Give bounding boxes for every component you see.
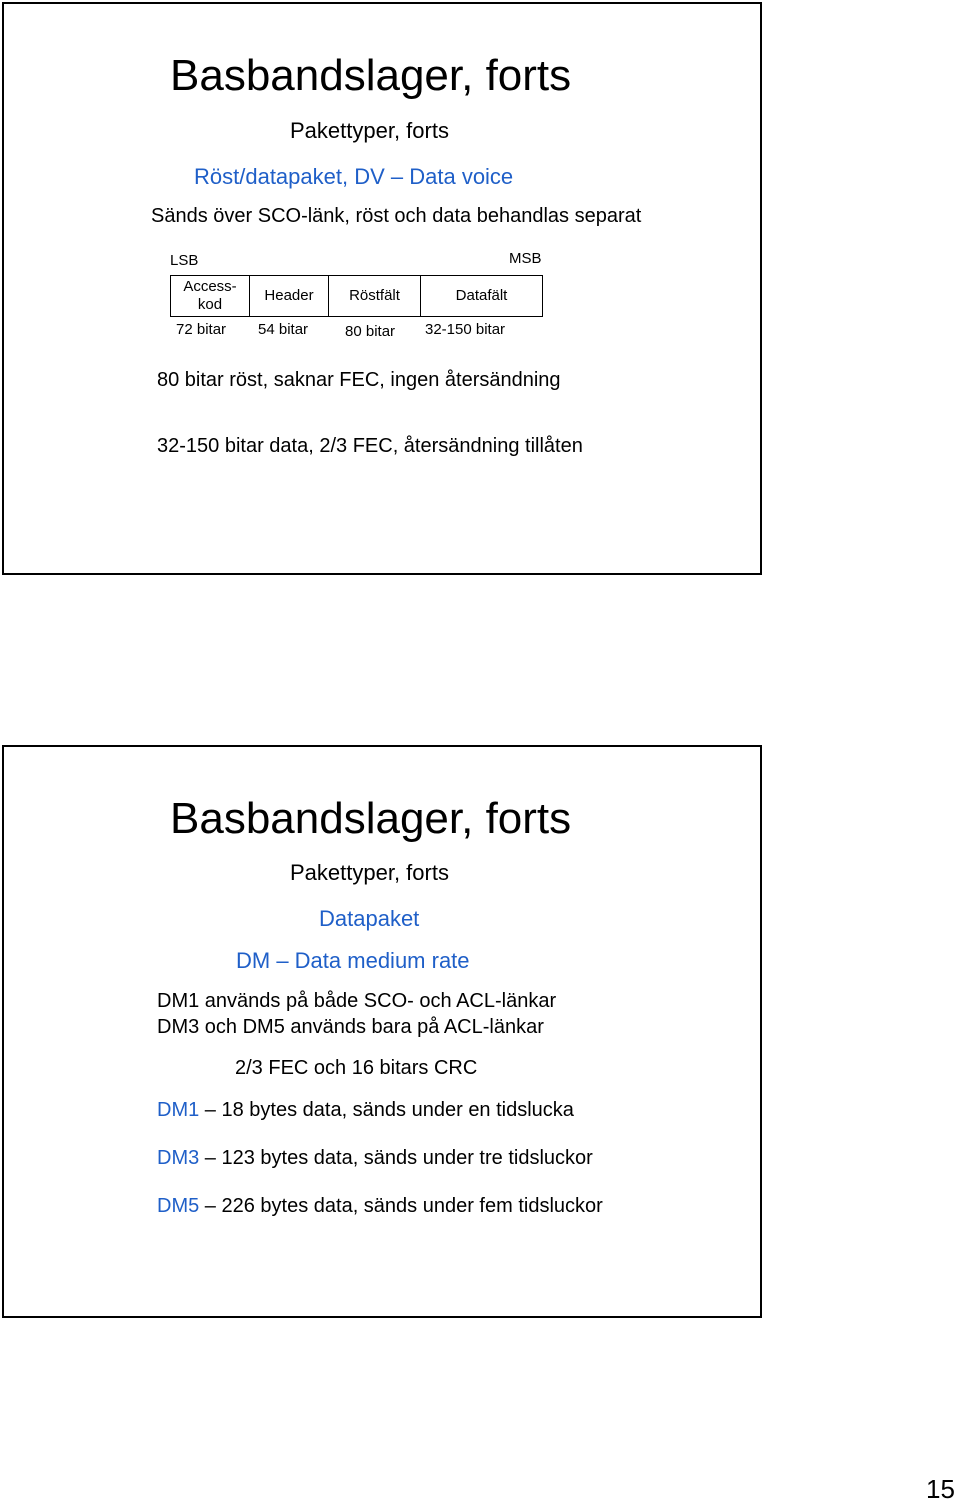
- type-description: – 226 bytes data, sänds under fem tidsluckor: [204, 1195, 603, 1217]
- packet-field-access-code: [171, 276, 249, 316]
- slide-2: [2, 745, 762, 1318]
- msb-label: MSB: [509, 250, 542, 267]
- packet-diagram: [170, 275, 543, 317]
- usage-line-2: DM3 och DM5 används bara på ACL-länkar: [157, 1016, 544, 1038]
- slide-subheading: DM – Data medium rate: [236, 948, 470, 973]
- lsb-label: LSB: [170, 252, 199, 269]
- slide-intro: Sänds över SCO-länk, röst och data behandlas separat: [151, 205, 642, 227]
- field-name-line2: kod: [197, 296, 223, 313]
- fec-line: 2/3 FEC och 16 bitars CRC: [235, 1057, 478, 1079]
- packet-field-voice: Röstfält: [328, 276, 420, 316]
- type-code: DM5: [157, 1195, 200, 1217]
- packet-type-dm3: [157, 1147, 593, 1170]
- packet-type-dm5: [157, 1195, 603, 1218]
- slide-heading: Datapaket: [319, 906, 420, 931]
- slide-subtitle: Pakettyper, forts: [290, 860, 449, 885]
- voice-line: 80 bitar röst, saknar FEC, ingen återsändning: [157, 369, 561, 391]
- slide-1: [2, 2, 762, 575]
- page-number: 15: [926, 1474, 955, 1504]
- packet-type-dm1: [157, 1099, 574, 1122]
- slide-subtitle: Pakettyper, forts: [290, 118, 449, 143]
- field-size-access-code: 72 bitar: [176, 321, 227, 338]
- type-description: – 123 bytes data, sänds under tre tidsluckor: [204, 1147, 593, 1169]
- slide-title: Basbandslager, forts: [170, 51, 572, 100]
- data-line: 32-150 bitar data, 2/3 FEC, återsändning tillåten: [157, 435, 583, 457]
- field-name-line1: Access-: [183, 278, 237, 295]
- field-size-header: 54 bitar: [258, 321, 309, 338]
- type-description: – 18 bytes data, sänds under en tidslucka: [204, 1099, 574, 1121]
- type-code: DM1: [157, 1099, 200, 1121]
- slide-heading: Röst/datapaket, DV – Data voice: [194, 164, 514, 189]
- usage-line-1: DM1 används på både SCO- och ACL-länkar: [157, 990, 557, 1012]
- field-size-voice: 80 bitar: [345, 323, 396, 340]
- field-size-data: 32-150 bitar: [425, 321, 506, 338]
- packet-field-data: Datafält: [420, 276, 542, 316]
- packet-field-header: Header: [249, 276, 328, 316]
- slide-title: Basbandslager, forts: [170, 794, 572, 843]
- type-code: DM3: [157, 1147, 200, 1169]
